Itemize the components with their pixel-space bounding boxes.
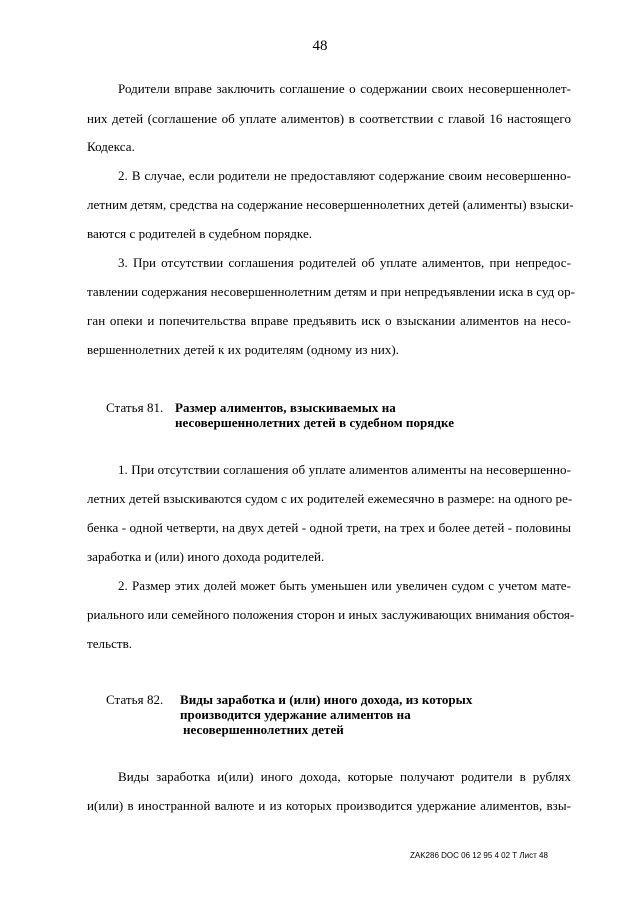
text-line: них детей (соглашение об уплате алиментов) в соответствии с главой 16 настоящего [87,111,571,126]
text-line: бенка - одной четверти, на двух детей - одной трети, на трех и более детей - половины [87,520,571,535]
page-number: 48 [312,38,328,54]
footer-doc-info: ZAK286 DOC 06 12 95 4 02 Т Лист 48 [410,851,548,860]
text-line: 3. При отсутствии соглашения родителей об уплате алиментов, при непредос- [118,255,571,270]
text-line: 1. При отсутствии соглашения об уплате алиментов алименты на несовершенно- [118,462,571,477]
text-line: 2. В случае, если родители не предоставляют содержание своим несовершенно- [118,168,571,183]
text-line: риального или семейного положения сторон и иных заслуживающих внимания обстоя- [87,607,575,622]
text-line: тельств. [87,636,133,651]
text-line: Родители вправе заключить соглашение о содержании своих несовершеннолет- [118,81,571,96]
text-line: заработка и (или) иного дохода родителей. [87,549,325,564]
text-line: летних детей взыскиваются судом с их родителей ежемесячно в размере: на одного ре- [87,491,573,506]
text-line: 2. Размер этих долей может быть уменьшен или увеличен судом с учетом мате- [118,578,571,593]
article-81-title-line1: Размер алиментов, взыскиваемых на [175,400,396,415]
article-81-label: Статья 81. [106,400,164,415]
text-line: ган опеки и попечительства вправе предъявить иск о взыскании алиментов на несо- [87,313,571,328]
article-82-title-line3: несовершеннолетних детей [183,722,344,737]
text-line: и(или) в иностранной валюте и из которых производится удержание алиментов, взы- [87,798,571,813]
text-line: вершеннолетних детей к их родителям (одному из них). [87,342,400,357]
article-82-label: Статья 82. [106,692,164,707]
article-82-title-line1: Виды заработка и (или) иного дохода, из которых [180,692,473,707]
article-82-title-line2: производится удержание алиментов на [180,707,411,722]
text-line: Кодекса. [87,139,135,154]
text-line: тавлении содержания несовершеннолетним детям и при непредъявлении иска в суд ор- [87,284,576,299]
text-line: ваются с родителей в судебном порядке. [87,226,313,241]
article-81-title-line2: несовершеннолетних детей в судебном порядке [175,415,455,430]
text-line: Виды заработка и(или) иного дохода, которые получают родители в рублях [118,769,571,784]
text-line: летним детям, средства на содержание несовершеннолетних детей (алименты) взыски- [87,197,574,212]
